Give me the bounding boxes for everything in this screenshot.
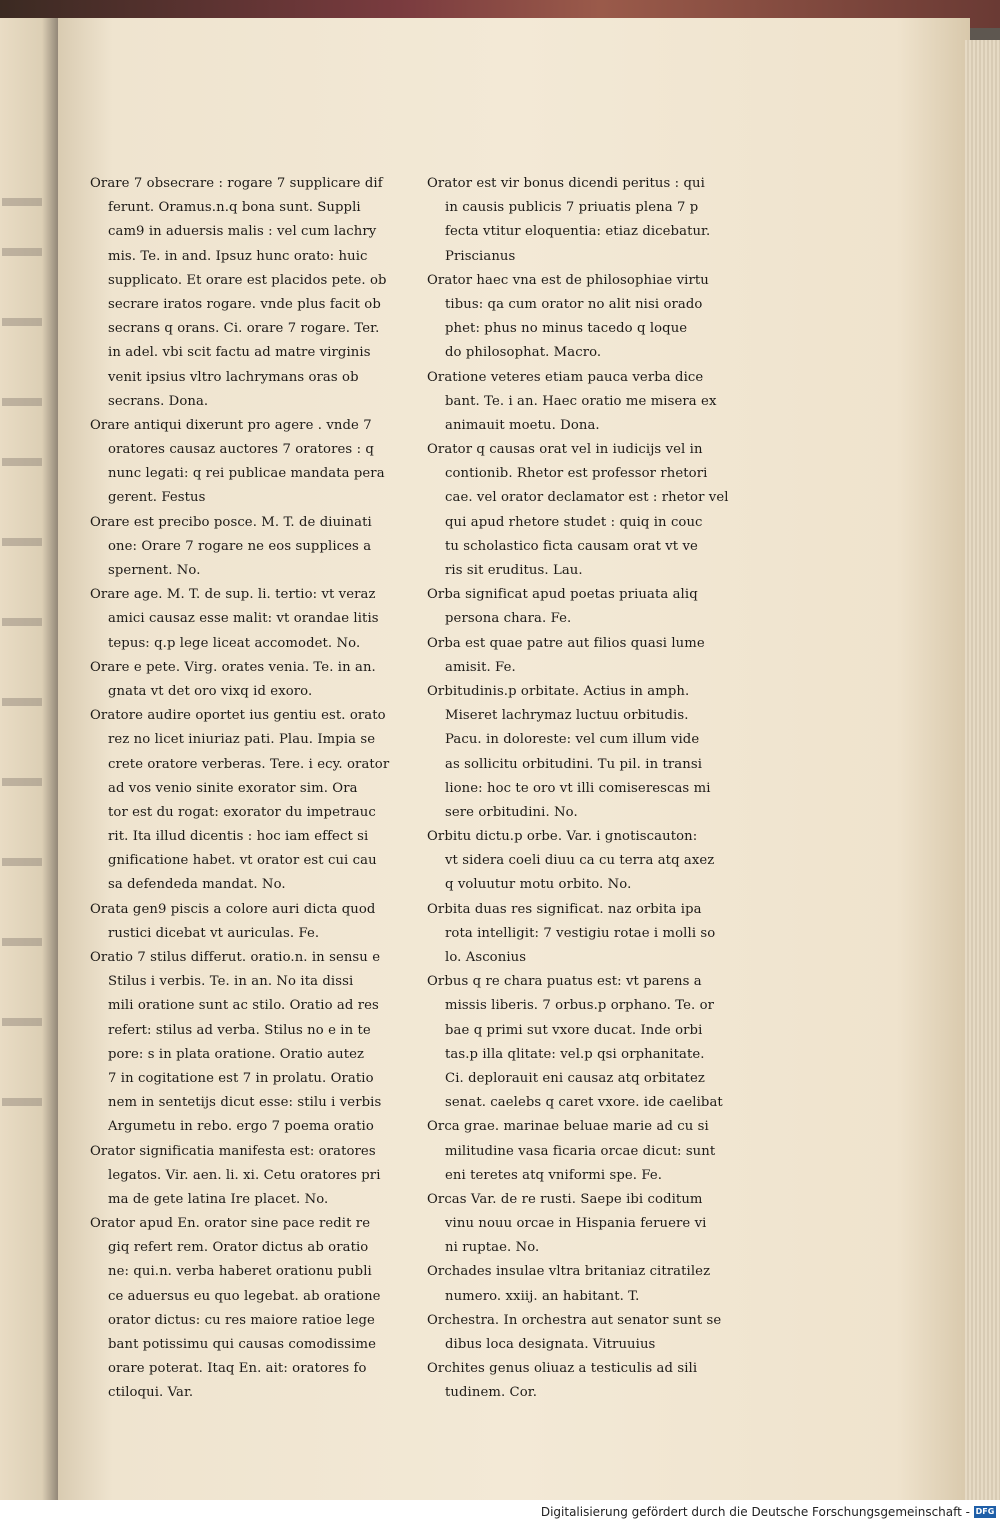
- text-line: Priscianus: [445, 248, 516, 264]
- text-line: tu scholastico ficta causam orat vt ve: [445, 538, 698, 554]
- text-line: Orator apud En. orator sine pace redit re: [90, 1216, 371, 1232]
- text-line: gnata vt det oro vixq id exoro.: [108, 683, 313, 699]
- text-line: Argumetu in rebo. ergo 7 poema oratio: [108, 1119, 374, 1135]
- text-line: gerent. Festus: [108, 490, 206, 506]
- text-line: ris sit eruditus. Lau.: [445, 563, 583, 578]
- text-line: Orare est precibo posce. M. T. de diuinati: [90, 514, 372, 530]
- text-line: one: Orare 7 rogare ne eos supplices a: [108, 538, 372, 554]
- text-line: secrans. Dona.: [108, 393, 209, 409]
- text-line: Pacu. in doloreste: vel cum illum vide: [445, 732, 700, 748]
- text-line: Orare age. M. T. de sup. li. tertio: vt veraz: [90, 587, 376, 603]
- text-line: pore: s in plata oratione. Oratio autez: [108, 1046, 365, 1062]
- text-line: Ci. deplorauit eni causaz atq orbitatez: [445, 1070, 705, 1086]
- text-line: vt sidera coeli diuu ca cu terra atq axez: [445, 853, 715, 869]
- text-line: Miseret lachrymaz luctuu orbitudis.: [445, 708, 689, 724]
- text-line: Orbus q re chara puatus est: vt parens a: [427, 974, 702, 990]
- text-line: Orbitu dictu.p orbe. Var. i gnotiscauton:: [427, 829, 698, 845]
- text-line: ne: qui.n. verba haberet orationu publi: [108, 1264, 372, 1280]
- text-line: Orchestra. In orchestra aut senator sunt se: [427, 1312, 722, 1328]
- text-line: numero. xxiij. an habitant. T.: [445, 1288, 640, 1304]
- text-line: orare poterat. Itaq En. ait: oratores fo: [108, 1361, 367, 1377]
- text-line: Orator q causas orat vel in iudicijs vel in: [427, 442, 703, 458]
- text-line: phet: phus no minus tacedo q loque: [445, 321, 688, 337]
- text-line: Orbitudinis.p orbitate. Actius in amph.: [427, 683, 690, 699]
- text-line: dibus loca designata. Vitruuius: [445, 1337, 656, 1352]
- text-line: Orca grae. marinae beluae marie ad cu si: [427, 1119, 709, 1135]
- text-line: fecta vtitur eloquentia: etiaz dicebatur.: [445, 224, 711, 240]
- footer-bar: [0, 1500, 1000, 1525]
- left-text-column: [90, 172, 412, 1406]
- funding-credit: Digitalisierung gefördert durch die Deutsche Forschungsgemeinschaft -: [540, 1505, 970, 1519]
- text-line: ctiloqui. Var.: [108, 1385, 194, 1401]
- text-line: tudinem. Cor.: [445, 1385, 538, 1401]
- text-line: ad vos venio sinite exorator sim. Ora: [108, 780, 358, 796]
- text-line: cae. vel orator declamator est : rhetor vel: [445, 490, 729, 506]
- text-line: Orare e pete. Virg. orates venia. Te. in an.: [90, 659, 376, 675]
- text-line: 7 in cogitatione est 7 in prolatu. Oratio: [108, 1070, 374, 1086]
- dfg-logo-icon: DFG: [975, 1507, 995, 1516]
- text-line: nunc legati: q rei publicae mandata pera: [108, 466, 385, 482]
- facing-page-edge: [0, 18, 60, 1500]
- text-line: as sollicitu orbitudini. Tu pil. in transi: [445, 756, 703, 772]
- text-line: Orba est quae patre aut filios quasi lume: [427, 635, 705, 651]
- text-line: giq refert rem. Orator dictus ab oratio: [108, 1240, 369, 1256]
- text-line: tor est du rogat: exorator du impetrauc: [108, 804, 376, 820]
- text-line: orator dictus: cu res maiore ratioe lege: [108, 1312, 375, 1328]
- text-line: spernent. No.: [108, 563, 201, 578]
- text-line: ni ruptae. No.: [445, 1240, 540, 1256]
- text-line: supplicato. Et orare est placidos pete. ob: [108, 272, 387, 288]
- text-line: legatos. Vir. aen. li. xi. Cetu oratores pri: [108, 1167, 381, 1183]
- text-line: senat. caelebs q caret vxore. ide caelibat: [445, 1095, 723, 1111]
- text-line: tibus: qa cum orator no alit nisi orado: [445, 296, 703, 312]
- text-line: lo. Asconius: [445, 950, 527, 965]
- text-line: persona chara. Fe.: [445, 611, 572, 627]
- text-line: ma de gete latina Ire placet. No.: [108, 1191, 329, 1207]
- text-line: Orcas Var. de re rusti. Saepe ibi coditum: [427, 1191, 703, 1207]
- text-line: lione: hoc te oro vt illi comiserescas mi: [445, 780, 711, 796]
- text-line: bae q primi sut vxore ducat. Inde orbi: [445, 1022, 703, 1038]
- text-line: tas.p illa qlitate: vel.p qsi orphanitate.: [445, 1046, 705, 1062]
- text-line: contionib. Rhetor est professor rhetori: [445, 466, 708, 482]
- text-line: animauit moetu. Dona.: [445, 417, 600, 433]
- text-line: refert: stilus ad verba. Stilus no e in te: [108, 1022, 371, 1038]
- text-line: Stilus i verbis. Te. in an. No ita dissi: [108, 974, 354, 990]
- text-line: Oratione veteres etiam pauca verba dice: [427, 369, 704, 385]
- text-line: Orator haec vna est de philosophiae virtu: [427, 272, 709, 288]
- text-line: bant potissimu qui causas comodissime: [108, 1337, 376, 1352]
- text-line: eni teretes atq vniformi spe. Fe.: [445, 1167, 663, 1183]
- text-line: cam9 in aduersis malis : vel cum lachry: [108, 224, 377, 240]
- text-line: nem in sentetijs dicut esse: stilu i verbis: [108, 1095, 382, 1111]
- text-line: rez no licet iniuriaz pati. Plau. Impia se: [108, 732, 376, 748]
- text-line: in causis publicis 7 priuatis plena 7 p: [445, 200, 699, 216]
- text-line: qui apud rhetore studet : quiq in couc: [445, 514, 703, 530]
- text-line: mili oratione sunt ac stilo. Oratio ad res: [108, 998, 379, 1014]
- text-line: secrans q orans. Ci. orare 7 rogare. Ter.: [108, 321, 380, 337]
- right-text-column: [427, 172, 733, 1406]
- text-line: crete oratore verberas. Tere. i ecy. orator: [108, 756, 390, 772]
- text-line: Orare antiqui dixerunt pro agere . vnde 7: [90, 417, 372, 433]
- text-line: ferunt. Oramus.n.q bona sunt. Suppli: [108, 200, 361, 216]
- text-line: in adel. vbi scit factu ad matre virginis: [108, 345, 371, 361]
- text-line: missis liberis. 7 orbus.p orphano. Te. or: [445, 998, 715, 1014]
- text-line: Orbita duas res significat. naz orbita ipa: [427, 901, 702, 917]
- text-line: venit ipsius vltro lachrymans oras ob: [108, 369, 359, 385]
- text-line: amici causaz esse malit: vt orandae litis: [108, 611, 379, 627]
- text-line: tepus: q.p lege liceat accomodet. No.: [108, 635, 361, 651]
- text-line: Orator est vir bonus dicendi peritus : qui: [427, 176, 705, 191]
- text-line: Orator significatia manifesta est: oratores: [90, 1143, 376, 1159]
- text-line: Orata gen9 piscis a colore auri dicta quod: [90, 901, 376, 917]
- text-line: sa defendeda mandat. No.: [108, 877, 286, 893]
- text-line: bant. Te. i an. Haec oratio me misera ex: [445, 393, 717, 409]
- text-line: militudine vasa ficaria orcae dicut: sunt: [445, 1143, 716, 1159]
- text-line: gnificatione habet. vt orator est cui cau: [108, 853, 377, 869]
- text-line: Oratore audire oportet ius gentiu est. orato: [90, 708, 386, 724]
- text-line: oratores causaz auctores 7 oratores : q: [108, 442, 374, 458]
- text-line: Orare 7 obsecrare : rogare 7 supplicare dif: [90, 176, 383, 191]
- text-line: mis. Te. in and. Ipsuz hunc orato: huic: [108, 248, 368, 264]
- text-line: Orchades insulae vltra britaniaz citratilez: [427, 1264, 711, 1280]
- text-line: ce aduersus eu quo legebat. ab oratione: [108, 1288, 381, 1304]
- text-line: Orba significat apud poetas priuata aliq: [427, 587, 698, 603]
- text-line: sere orbitudini. No.: [445, 804, 578, 820]
- text-line: rit. Ita illud dicentis : hoc iam effect si: [108, 829, 369, 845]
- page-fore-edge: [965, 40, 1000, 1500]
- text-line: rota intelligit: 7 vestigiu rotae i molli so: [445, 925, 716, 941]
- text-line: amisit. Fe.: [445, 659, 516, 675]
- text-line: do philosophat. Macro.: [445, 345, 602, 361]
- text-line: secrare iratos rogare. vnde plus facit ob: [108, 296, 381, 312]
- text-line: Orchites genus oliuaz a testiculis ad sili: [427, 1361, 698, 1377]
- text-line: rustici dicebat vt auriculas. Fe.: [108, 925, 320, 941]
- text-line: Oratio 7 stilus differut. oratio.n. in sensu e: [90, 950, 381, 965]
- text-line: vinu nouu orcae in Hispania feruere vi: [445, 1216, 707, 1232]
- text-line: q voluutur motu orbito. No.: [445, 877, 632, 893]
